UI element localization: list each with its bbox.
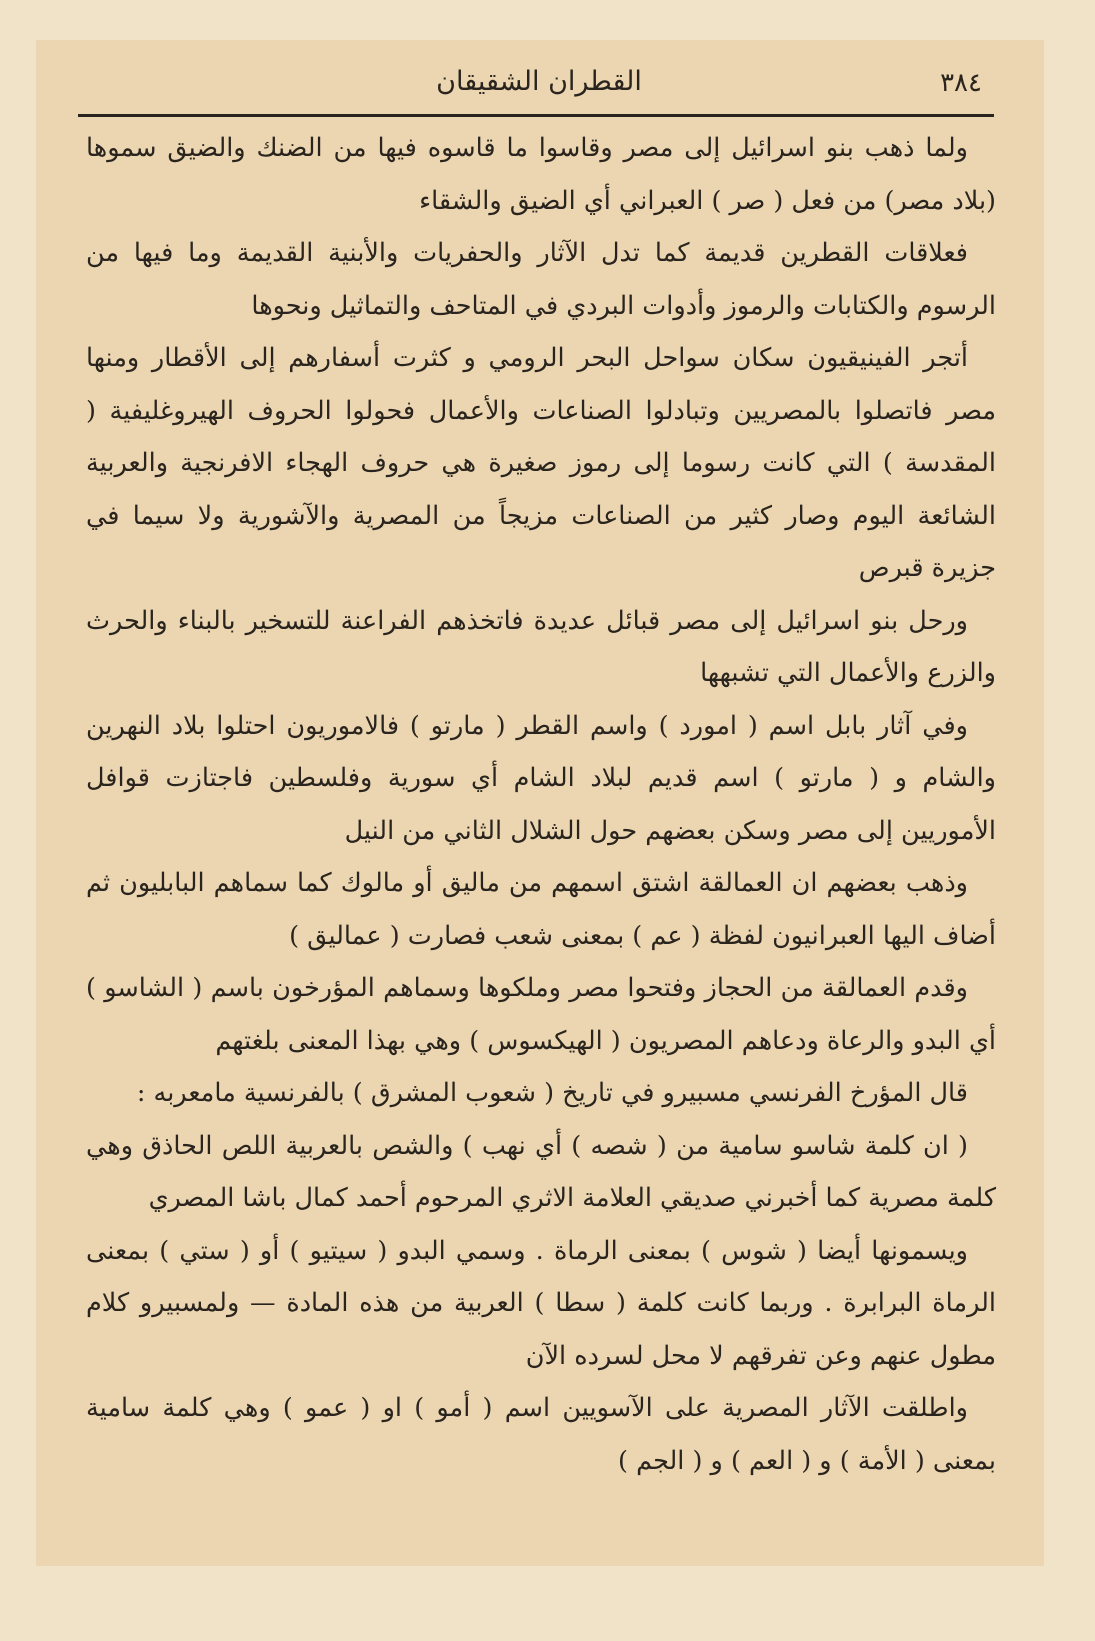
paragraph: ولما ذهب بنو اسرائيل إلى مصر وقاسوا ما قاسوه فيها من الضنك والضيق سموها (بلاد مصر) من فعل ( صر ) العبراني أي الضيق والشقاء: [86, 133, 996, 216]
paragraph: فعلاقات القطرين قديمة كما تدل الآثار والحفريات والأبنية القديمة وما فيها من الرسوم والكتابات والرموز وأدوات البردي في المتاحف والتماثيل ونحوها: [86, 238, 996, 321]
header-rule: [78, 114, 994, 117]
page-header: [86, 60, 992, 110]
paragraph: واطلقت الآثار المصرية على الآسويين اسم ( أمو ) او ( عمو ) وهي كلمة سامية بمعنى ( الأمة ) و ( العم ) و ( الجم ): [86, 1393, 996, 1476]
paragraph: وذهب بعضهم ان العمالقة اشتق اسمهم من ماليق أو مالوك كما سماهم البابليون ثم أضاف اليها العبرانيون لفظة ( عم ) بمعنى شعب فصارت ( عماليق ): [86, 868, 996, 951]
body-text: [86, 122, 996, 1487]
paragraph: وقدم العمالقة من الحجاز وفتحوا مصر وملكوها وسماهم المؤرخون باسم ( الشاسو ) أي البدو والرعاة ودعاهم المصريون ( الهيكسوس ) وهي بهذا المعنى بلغتهم: [86, 973, 996, 1056]
page-number: ٣٨٤: [940, 68, 982, 98]
paragraph: ( ان كلمة شاسو سامية من ( شصه ) أي نهب ) والشص بالعربية اللص الحاذق وهي كلمة مصرية كما أخبرني صديقي العلامة الاثري المرحوم أحمد كمال باشا المصري: [86, 1130, 996, 1213]
paragraph: ويسمونها أيضا ( شوس ) بمعنى الرماة . وسمي البدو ( سيتيو ) أو ( ستي ) بمعنى الرماة البرابرة . وربما كانت كلمة ( سطا ) العربية من هذه المادة — ولمسبيرو كلام مطول عنهم وعن تفرقهم لا محل لسرده الآن: [86, 1235, 996, 1371]
paragraph: أتجر الفينيقيون سكان سواحل البحر الرومي و كثرت أسفارهم إلى الأقطار ومنها مصر فاتصلوا بالمصريين وتبادلوا الصناعات والأعمال فحولوا الحروف الهيروغليفية ( المقدسة ) التي كانت رسوما إلى رموز صغيرة هي حروف الهجاء الافرنجية والعربية الشائعة اليوم وصار كثير من الصناعات مزيجاً من المصرية والآشورية ولا سيما في جزيرة قبرص: [86, 343, 996, 583]
book-page: [36, 40, 1044, 1566]
paragraph: ورحل بنو اسرائيل إلى مصر قبائل عديدة فاتخذهم الفراعنة للتسخير بالبناء والحرث والزرع والأعمال التي تشبهها: [86, 605, 996, 688]
paragraph: قال المؤرخ الفرنسي مسبيرو في تاريخ ( شعوب المشرق ) بالفرنسية مامعربه :: [136, 1078, 968, 1108]
running-title: القطران الشقيقان: [436, 66, 642, 97]
paragraph: وفي آثار بابل اسم ( امورد ) واسم القطر ( مارتو ) فالاموريون احتلوا بلاد النهرين والشام و ( مارتو ) اسم قديم لبلاد الشام أي سورية وفلسطين فاجتازت قوافل الأموريين إلى مصر وسكن بعضهم حول الشلال الثاني من النيل: [86, 710, 996, 846]
